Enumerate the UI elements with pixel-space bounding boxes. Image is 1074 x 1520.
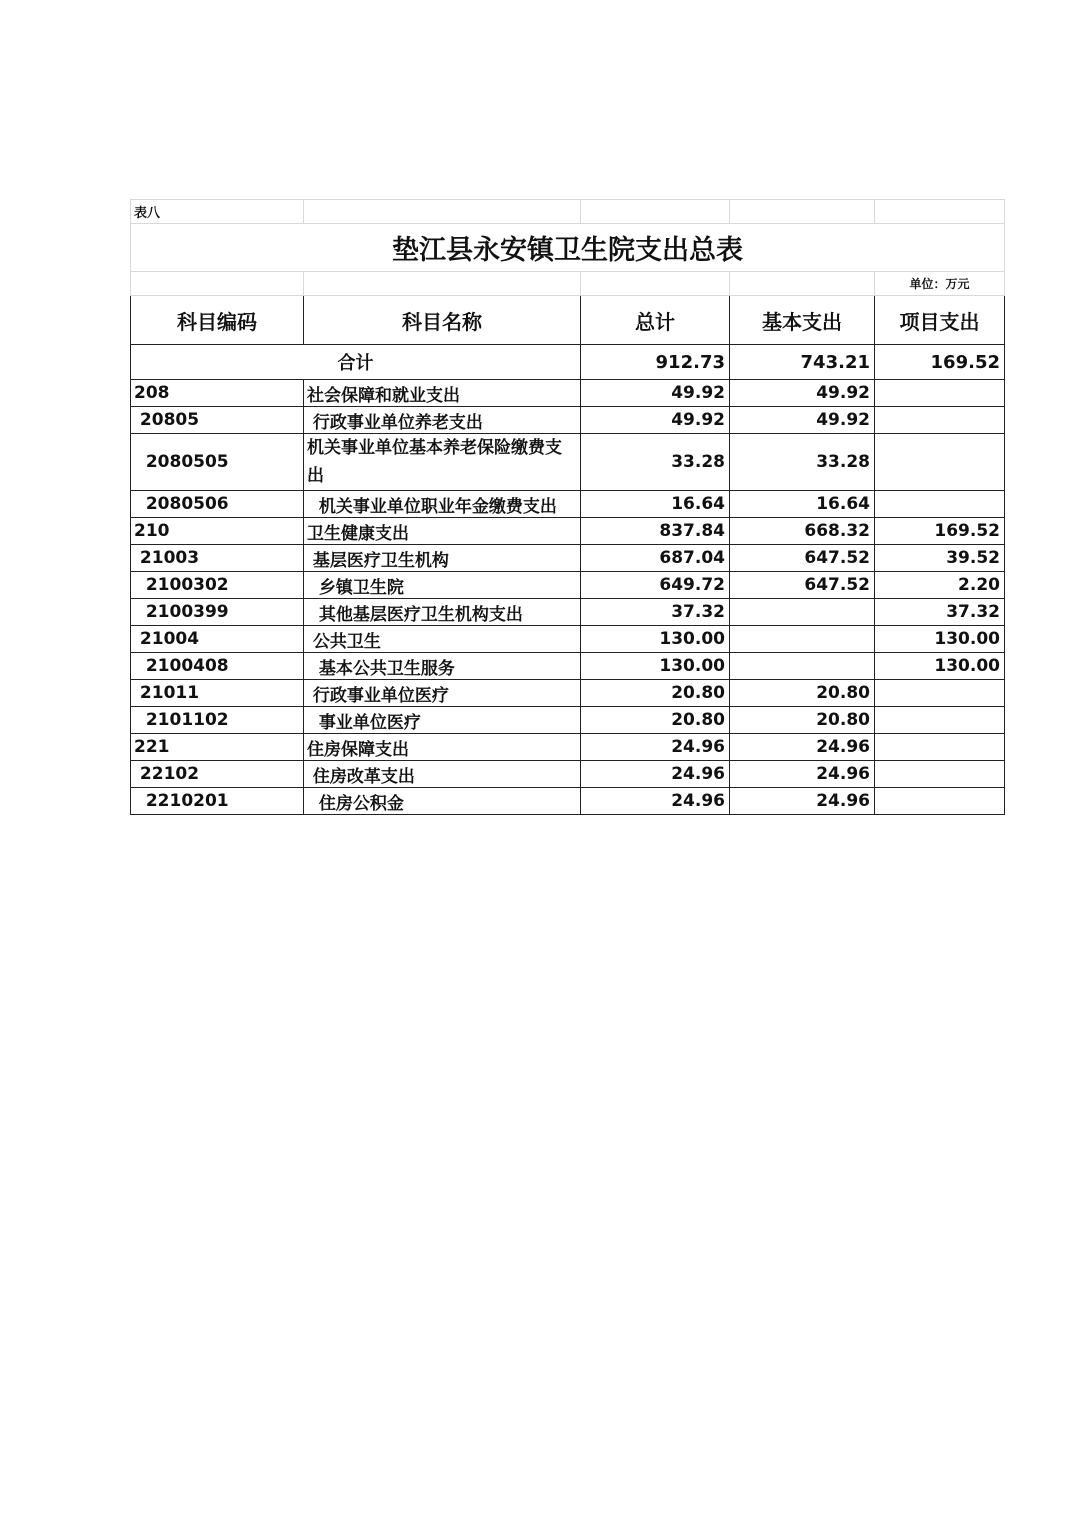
account-name-cell: 住房公积金 xyxy=(304,788,581,815)
basic-expense-cell: 20.80 xyxy=(730,707,875,734)
total-cell: 49.92 xyxy=(581,407,730,434)
total-cell: 24.96 xyxy=(581,788,730,815)
project-expense-cell xyxy=(875,707,1005,734)
total-basic: 743.21 xyxy=(730,345,875,380)
total-cell: 24.96 xyxy=(581,761,730,788)
sheet-label: 表八 xyxy=(131,200,304,224)
total-cell: 49.92 xyxy=(581,380,730,407)
account-code-cell: 2080505 xyxy=(131,434,304,491)
basic-expense-cell: 24.96 xyxy=(730,788,875,815)
basic-expense-cell: 49.92 xyxy=(730,407,875,434)
project-expense-cell: 169.52 xyxy=(875,518,1005,545)
project-expense-cell xyxy=(875,680,1005,707)
account-name-cell: 社会保障和就业支出 xyxy=(304,380,581,407)
basic-expense-cell: 24.96 xyxy=(730,761,875,788)
table-row xyxy=(131,572,1005,599)
account-code-cell: 2101102 xyxy=(131,707,304,734)
account-name-cell: 行政事业单位医疗 xyxy=(304,680,581,707)
header-row xyxy=(131,296,1005,345)
basic-expense-cell: 33.28 xyxy=(730,434,875,491)
basic-expense-cell: 49.92 xyxy=(730,380,875,407)
column-header: 总计 xyxy=(581,296,730,345)
basic-expense-cell: 16.64 xyxy=(730,491,875,518)
basic-expense-cell xyxy=(730,599,875,626)
table-row xyxy=(131,734,1005,761)
table-row xyxy=(131,707,1005,734)
account-code-cell: 21011 xyxy=(131,680,304,707)
table-row xyxy=(131,680,1005,707)
account-name-cell: 机关事业单位职业年金缴费支出 xyxy=(304,491,581,518)
sheet-label-row xyxy=(131,200,1005,224)
total-cell: 24.96 xyxy=(581,734,730,761)
total-cell: 33.28 xyxy=(581,434,730,491)
column-header: 项目支出 xyxy=(875,296,1005,345)
project-expense-cell xyxy=(875,434,1005,491)
account-name-cell: 其他基层医疗卫生机构支出 xyxy=(304,599,581,626)
account-name-cell: 住房保障支出 xyxy=(304,734,581,761)
table-row xyxy=(131,434,1005,491)
table-row xyxy=(131,407,1005,434)
total-cell: 16.64 xyxy=(581,491,730,518)
title-row xyxy=(131,224,1005,272)
account-code-cell: 210 xyxy=(131,518,304,545)
data-rows xyxy=(131,380,1005,815)
account-name-cell: 公共卫生 xyxy=(304,626,581,653)
account-code-cell: 21003 xyxy=(131,545,304,572)
total-cell: 130.00 xyxy=(581,653,730,680)
project-expense-cell xyxy=(875,407,1005,434)
account-code-cell: 22102 xyxy=(131,761,304,788)
total-label: 合计 xyxy=(131,345,581,380)
account-name-cell: 事业单位医疗 xyxy=(304,707,581,734)
total-cell: 20.80 xyxy=(581,707,730,734)
total-project: 169.52 xyxy=(875,345,1005,380)
unit-label: 单位：万元 xyxy=(875,272,1005,296)
account-name-cell: 机关事业单位基本养老保险缴费支出 xyxy=(304,434,581,491)
account-name-cell: 住房改革支出 xyxy=(304,761,581,788)
column-header: 科目编码 xyxy=(131,296,304,345)
table-row xyxy=(131,653,1005,680)
expenditure-sheet xyxy=(130,199,1004,815)
total-cell: 20.80 xyxy=(581,680,730,707)
table-row xyxy=(131,599,1005,626)
project-expense-cell: 39.52 xyxy=(875,545,1005,572)
total-cell: 649.72 xyxy=(581,572,730,599)
basic-expense-cell xyxy=(730,653,875,680)
project-expense-cell xyxy=(875,380,1005,407)
total-cell: 837.84 xyxy=(581,518,730,545)
account-code-cell: 2210201 xyxy=(131,788,304,815)
project-expense-cell: 130.00 xyxy=(875,626,1005,653)
total-sum: 912.73 xyxy=(581,345,730,380)
account-name-cell: 基本公共卫生服务 xyxy=(304,653,581,680)
column-header: 基本支出 xyxy=(730,296,875,345)
table-row xyxy=(131,518,1005,545)
total-cell: 130.00 xyxy=(581,626,730,653)
account-code-cell: 2100302 xyxy=(131,572,304,599)
account-name-cell: 行政事业单位养老支出 xyxy=(304,407,581,434)
account-code-cell: 208 xyxy=(131,380,304,407)
table-row xyxy=(131,380,1005,407)
project-expense-cell xyxy=(875,788,1005,815)
project-expense-cell xyxy=(875,734,1005,761)
project-expense-cell xyxy=(875,761,1005,788)
table-row xyxy=(131,626,1005,653)
project-expense-cell: 130.00 xyxy=(875,653,1005,680)
total-row xyxy=(131,345,1005,380)
basic-expense-cell: 647.52 xyxy=(730,545,875,572)
account-code-cell: 2100408 xyxy=(131,653,304,680)
account-code-cell: 221 xyxy=(131,734,304,761)
basic-expense-cell: 647.52 xyxy=(730,572,875,599)
project-expense-cell xyxy=(875,491,1005,518)
account-code-cell: 20805 xyxy=(131,407,304,434)
table-row xyxy=(131,545,1005,572)
account-code-cell: 21004 xyxy=(131,626,304,653)
table-row xyxy=(131,761,1005,788)
account-code-cell: 2080506 xyxy=(131,491,304,518)
account-name-cell: 基层医疗卫生机构 xyxy=(304,545,581,572)
project-expense-cell: 2.20 xyxy=(875,572,1005,599)
unit-row xyxy=(131,272,1005,296)
page-title: 垫江县永安镇卫生院支出总表 xyxy=(131,224,1005,272)
column-header: 科目名称 xyxy=(304,296,581,345)
expenditure-table xyxy=(130,199,1005,815)
total-cell: 37.32 xyxy=(581,599,730,626)
project-expense-cell: 37.32 xyxy=(875,599,1005,626)
basic-expense-cell: 20.80 xyxy=(730,680,875,707)
basic-expense-cell: 24.96 xyxy=(730,734,875,761)
account-name-cell: 卫生健康支出 xyxy=(304,518,581,545)
table-row xyxy=(131,491,1005,518)
account-name-cell: 乡镇卫生院 xyxy=(304,572,581,599)
total-cell: 687.04 xyxy=(581,545,730,572)
basic-expense-cell xyxy=(730,626,875,653)
account-code-cell: 2100399 xyxy=(131,599,304,626)
basic-expense-cell: 668.32 xyxy=(730,518,875,545)
table-row xyxy=(131,788,1005,815)
